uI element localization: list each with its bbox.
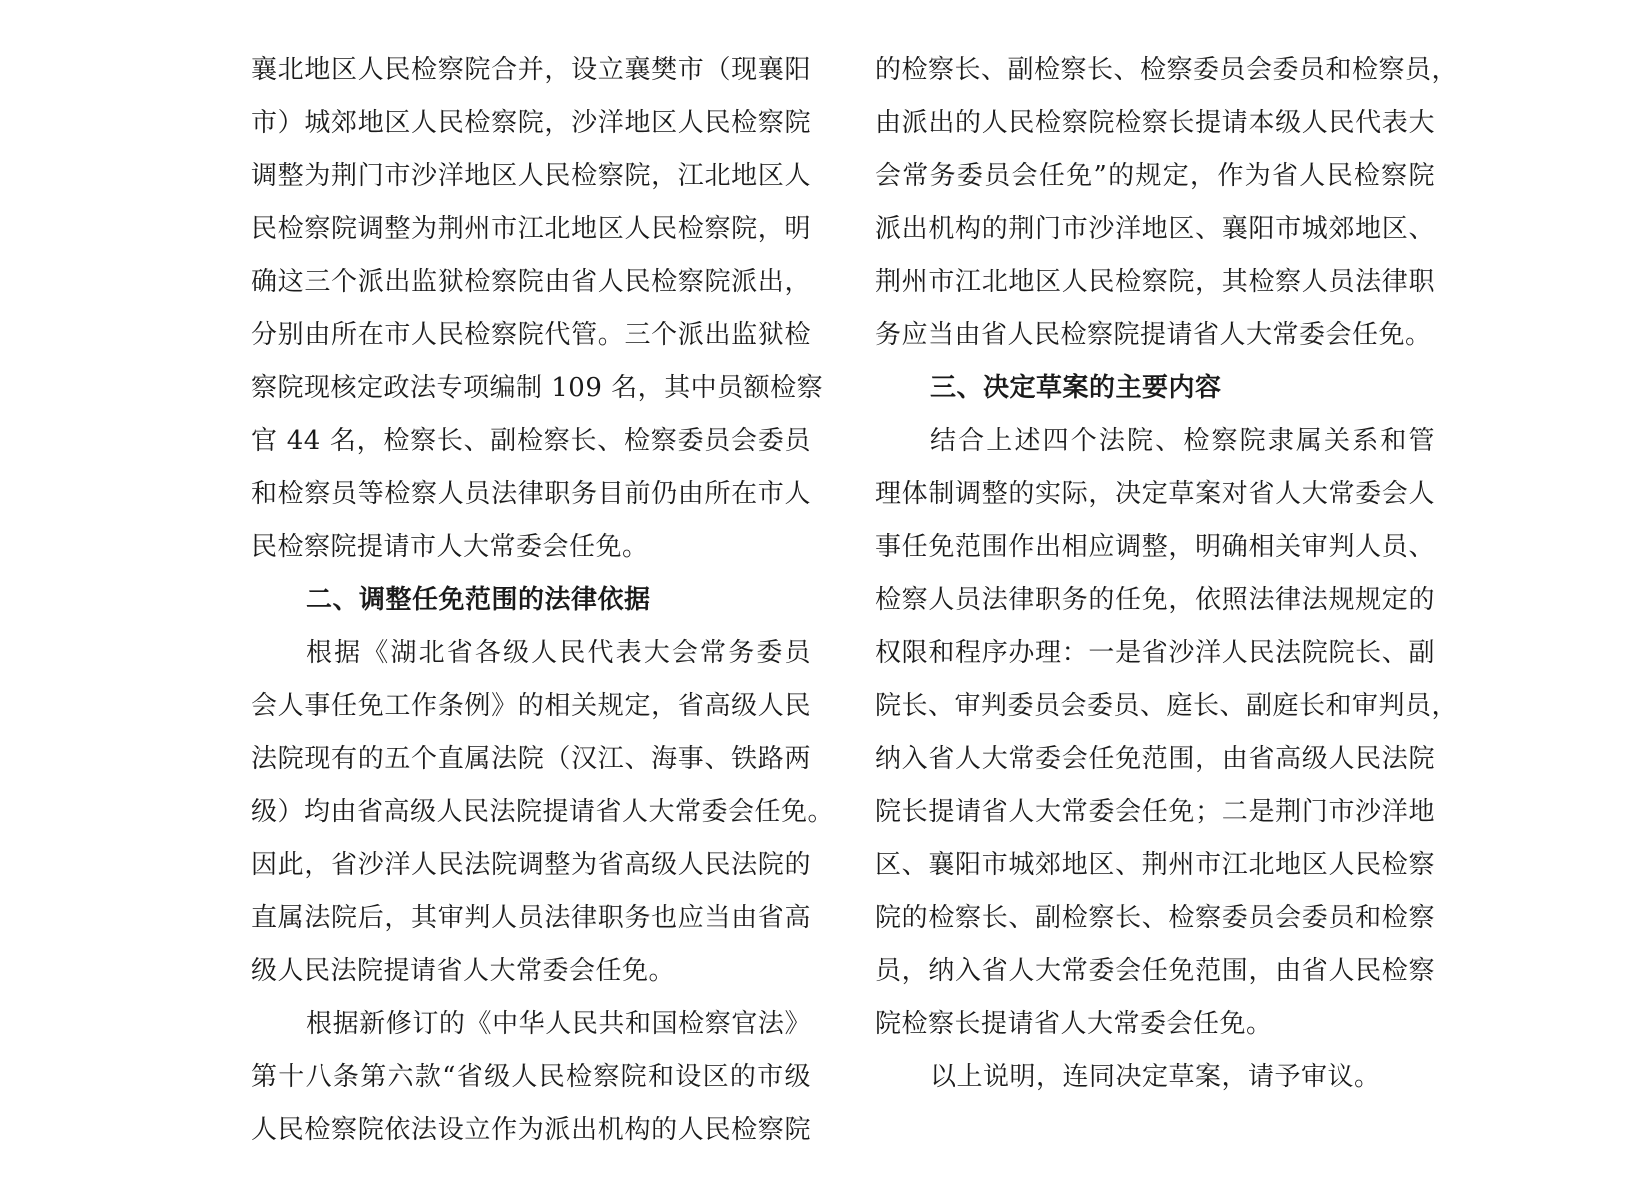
text-line: 和检察员等检察人员法律职务目前仍由所在市人 — [251, 479, 811, 509]
closing-line: 以上说明，连同决定草案，请予审议。 — [930, 1062, 1381, 1092]
text-line: 事任免范围作出相应调整，明确相关审判人员、 — [875, 532, 1435, 562]
text-line: 分别由所在市人民检察院代管。三个派出监狱检 — [251, 320, 811, 350]
text-line: 市）城郊地区人民检察院，沙洋地区人民检察院 — [251, 108, 811, 138]
section-heading: 三、决定草案的主要内容 — [930, 373, 1222, 403]
text-line: 民检察院调整为荆州市江北地区人民检察院，明 — [251, 214, 811, 244]
text-line: 直属法院后，其审判人员法律职务也应当由省高 — [251, 903, 811, 933]
text-line: 派出机构的荆门市沙洋地区、襄阳市城郊地区、 — [875, 214, 1435, 244]
text-line: 人民检察院依法设立作为派出机构的人民检察院 — [251, 1115, 811, 1145]
paragraph-first-line: 结合上述四个法院、检察院隶属关系和管 — [930, 426, 1435, 456]
text-line: 的检察长、副检察长、检察委员会委员和检察员， — [875, 55, 1459, 85]
text-line: 理体制调整的实际，决定草案对省人大常委会人 — [875, 479, 1435, 509]
left-column — [251, 44, 835, 1157]
text-line: 察院现核定政法专项编制 109 名，其中员额检察 — [251, 373, 824, 403]
text-line: 会常务委员会任免”的规定，作为省人民检察院 — [875, 161, 1435, 191]
text-line: 荆州市江北地区人民检察院，其检察人员法律职 — [875, 267, 1435, 297]
text-line: 级）均由省高级人民法院提请省人大常委会任免。 — [251, 797, 835, 827]
text-line: 院长提请省人大常委会任免；二是荆门市沙洋地 — [875, 797, 1435, 827]
section-heading: 二、调整任免范围的法律依据 — [306, 585, 651, 615]
text-line: 官 44 名，检察长、副检察长、检察委员会委员 — [251, 426, 811, 456]
text-line: 检察人员法律职务的任免，依照法律法规规定的 — [875, 585, 1435, 615]
text-line: 调整为荆门市沙洋地区人民检察院，江北地区人 — [251, 161, 811, 191]
text-line: 区、襄阳市城郊地区、荆州市江北地区人民检察 — [875, 850, 1435, 880]
text-line: 由派出的人民检察院检察长提请本级人民代表大 — [875, 108, 1435, 138]
text-line: 员，纳入省人大常委会任免范围，由省人民检察 — [875, 956, 1435, 986]
paragraph-first-line: 根据《湖北省各级人民代表大会常务委员 — [306, 638, 811, 668]
text-line: 院检察长提请省人大常委会任免。 — [875, 1009, 1273, 1039]
text-line: 权限和程序办理：一是省沙洋人民法院院长、副 — [875, 638, 1435, 668]
text-line: 务应当由省人民检察院提请省人大常委会任免。 — [875, 320, 1432, 350]
text-line: 会人事任免工作条例》的相关规定，省高级人民 — [251, 691, 811, 721]
text-line: 第十八条第六款“省级人民检察院和设区的市级 — [251, 1062, 811, 1092]
text-line: 级人民法院提请省人大常委会任免。 — [251, 956, 676, 986]
text-line: 院的检察长、副检察长、检察委员会委员和检察 — [875, 903, 1435, 933]
paragraph-first-line: 根据新修订的《中华人民共和国检察官法》 — [306, 1009, 811, 1039]
text-line: 确这三个派出监狱检察院由省人民检察院派出， — [251, 267, 811, 297]
text-line: 院长、审判委员会委员、庭长、副庭长和审判员， — [875, 691, 1459, 721]
text-line: 法院现有的五个直属法院（汉江、海事、铁路两 — [251, 744, 811, 774]
right-column — [875, 44, 1459, 1104]
text-line: 民检察院提请市人大常委会任免。 — [251, 532, 649, 562]
text-line: 纳入省人大常委会任免范围，由省高级人民法院 — [875, 744, 1435, 774]
text-line: 襄北地区人民检察院合并，设立襄樊市（现襄阳 — [251, 55, 811, 85]
text-line: 因此，省沙洋人民法院调整为省高级人民法院的 — [251, 850, 811, 880]
